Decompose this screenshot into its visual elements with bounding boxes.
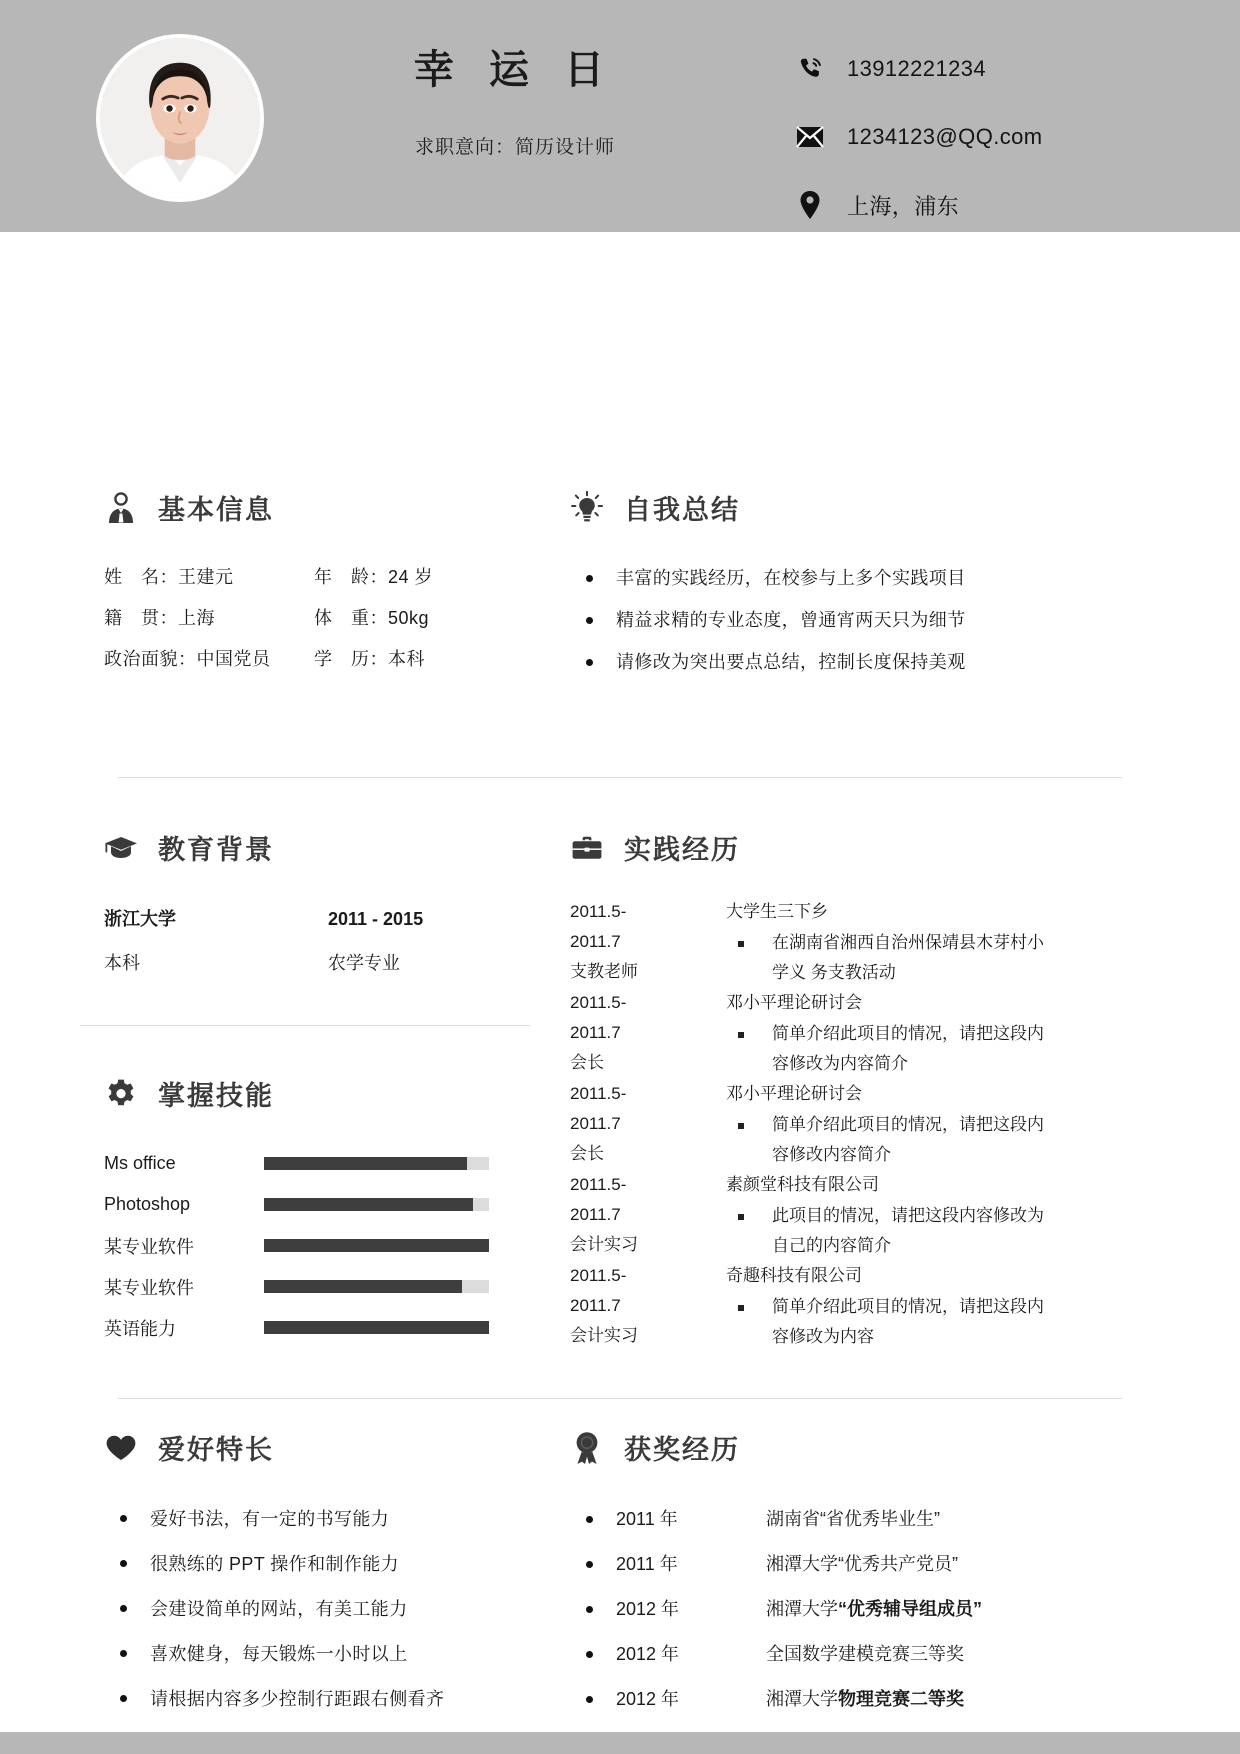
experience-date: [570, 1261, 726, 1352]
field-name: 姓 名：王建元: [104, 567, 234, 587]
list-item: [570, 1497, 1050, 1542]
field-hometown: 籍 贯：上海: [104, 608, 215, 628]
name-block: [300, 46, 730, 159]
education-title-row: [104, 828, 534, 867]
experience-role: 会长: [570, 1053, 604, 1072]
experience-date: [570, 988, 726, 1079]
experience-body: [726, 1170, 1050, 1261]
education-rows: [104, 897, 534, 985]
list-item: 精益求精的专业态度，曾通宵两天只为细节: [570, 599, 1040, 641]
award-text: [766, 1677, 1050, 1722]
self-summary-list: [570, 557, 1040, 683]
job-intent: 求职意向：简历设计师: [414, 137, 615, 158]
experience-item: [570, 1170, 1050, 1261]
experience-date: [570, 897, 726, 988]
graduation-cap-icon: [104, 831, 138, 865]
skill-label: 某专业软件: [104, 1236, 194, 1257]
gear-icon: [104, 1077, 138, 1111]
list-item: 很熟练的 PPT 操作和制作能力: [104, 1542, 574, 1587]
list-item: 请根据内容多少控制行距跟右侧看齐: [104, 1677, 574, 1722]
experience-item: [570, 1261, 1050, 1352]
divider-left-middle: [80, 1025, 530, 1026]
hobbies-title-row: [104, 1428, 574, 1467]
contact-list: [795, 46, 1042, 228]
resume-header: [0, 0, 1240, 232]
field-political-status: 政治面貌：中国党员: [104, 649, 271, 669]
experience-item: [570, 988, 1050, 1079]
skill-bar-fill: [264, 1321, 489, 1334]
experience-date-line: 2011.5-: [570, 1266, 627, 1285]
award-text: 湖南省“省优秀毕业生”: [766, 1509, 940, 1529]
phone-number: 13912221234: [847, 56, 986, 81]
experience-item: [570, 897, 1050, 988]
experience-date-line: 2011.7: [570, 1023, 621, 1042]
experience-detail: 简单介绍此项目的情况，请把这段内容修改为内容简介: [726, 1019, 1050, 1079]
field-weight: 体 重：50kg: [314, 608, 430, 628]
self-summary-title-row: [570, 488, 1040, 527]
table-row: [104, 897, 534, 941]
skill-bar-track: [264, 1198, 489, 1211]
experience-date: [570, 1079, 726, 1170]
person-tie-icon: [104, 491, 138, 525]
briefcase-icon: [570, 831, 604, 865]
section-skills: [104, 1074, 534, 1348]
skill-item: [104, 1184, 534, 1225]
experience-list: [570, 897, 1050, 1352]
awards-list: [570, 1497, 1050, 1754]
list-item: [570, 1542, 1050, 1587]
section-basic-info: [104, 488, 524, 680]
award-year: 2011 年: [616, 1554, 678, 1574]
education-school: 浙江大学: [104, 909, 176, 929]
location-text: 上海，浦东: [847, 193, 960, 219]
experience-body: [726, 897, 1050, 988]
experience-org: 大学生三下乡: [726, 902, 828, 921]
section-experience: [570, 828, 1050, 1352]
award-text-plain: 湘潭大学: [766, 1599, 838, 1619]
awards-title-row: [570, 1428, 1050, 1467]
experience-date-line: 2011.5-: [570, 902, 627, 921]
education-period: 2011 - 2015: [328, 909, 424, 929]
skill-bar-track: [264, 1321, 489, 1334]
award-year: 2012 年: [616, 1689, 680, 1709]
heart-icon: [104, 1431, 138, 1465]
experience-item: [570, 1079, 1050, 1170]
section-hobbies: [104, 1428, 574, 1722]
skill-label: Photoshop: [104, 1194, 191, 1214]
skill-bar-fill: [264, 1239, 489, 1252]
experience-detail: 简单介绍此项目的情况，请把这段内容修改内容简介: [726, 1110, 1050, 1170]
experience-body: [726, 988, 1050, 1079]
skill-bar-track: [264, 1157, 489, 1170]
experience-role: 支教老师: [570, 962, 638, 981]
skill-bar-fill: [264, 1280, 462, 1293]
skill-bar-fill: [264, 1198, 473, 1211]
map-pin-icon: [795, 190, 825, 220]
award-medal-icon: [570, 1431, 604, 1465]
section-self-summary: [570, 488, 1040, 683]
footer-bar: [0, 1732, 1240, 1754]
experience-detail: 简单介绍此项目的情况，请把这段内容修改为内容: [726, 1292, 1050, 1352]
skill-bar-track: [264, 1239, 489, 1252]
experience-body: [726, 1079, 1050, 1170]
section-education: [104, 828, 534, 985]
skills-title: 掌握技能: [158, 1081, 274, 1111]
experience-date-line: 2011.5-: [570, 1084, 627, 1103]
lightbulb-icon: [570, 491, 604, 525]
education-degree: 本科: [104, 953, 140, 973]
experience-date-line: 2011.7: [570, 1296, 621, 1315]
award-year: 2012 年: [616, 1644, 680, 1664]
skill-item: [104, 1307, 534, 1348]
list-item: [570, 1587, 1050, 1632]
experience-date-line: 2011.7: [570, 932, 621, 951]
experience-detail: 此项目的情况，请把这段内容修改为自己的内容简介: [726, 1201, 1050, 1261]
contact-location-row[interactable]: [795, 182, 1042, 228]
experience-org: 邓小平理论研讨会: [726, 993, 862, 1012]
contact-email-row[interactable]: [795, 114, 1042, 160]
award-text: 全国数学建模竞赛三等奖: [766, 1644, 964, 1664]
section-awards: [570, 1428, 1050, 1754]
experience-date: [570, 1170, 726, 1261]
award-text-bold: “优秀辅导组成员”: [838, 1599, 982, 1619]
field-age: 年 龄：24 岁: [314, 567, 434, 587]
experience-org: 邓小平理论研讨会: [726, 1084, 862, 1103]
award-text-plain: 湘潭大学: [766, 1689, 838, 1709]
award-year: 2011 年: [616, 1509, 678, 1529]
list-item: 喜欢健身，每天锻炼一小时以上: [104, 1632, 574, 1677]
contact-phone-row[interactable]: [795, 46, 1042, 92]
basic-info-fields: [104, 557, 524, 680]
experience-detail: 在湖南省湘西自治州保靖县木芽村小学义 务支教活动: [726, 928, 1050, 988]
list-item: [570, 1677, 1050, 1722]
experience-org: 素颜堂科技有限公司: [726, 1175, 879, 1194]
award-text: 湘潭大学“优秀共产党员”: [766, 1554, 958, 1574]
award-text: [766, 1587, 1050, 1632]
awards-title: 获奖经历: [624, 1435, 740, 1465]
skill-bar-fill: [264, 1157, 467, 1170]
skills-title-row: [104, 1074, 534, 1113]
skills-list: [104, 1143, 534, 1348]
skill-label: 英语能力: [104, 1318, 176, 1339]
basic-info-title-row: [104, 488, 524, 527]
experience-org: 奇趣科技有限公司: [726, 1266, 862, 1285]
skill-bar-track: [264, 1280, 489, 1293]
experience-title: 实践经历: [624, 835, 740, 865]
hobbies-title: 爱好特长: [158, 1435, 274, 1465]
experience-role: 会长: [570, 1144, 604, 1163]
field-degree: 学 历：本科: [314, 649, 425, 669]
list-item: 会建设简单的网站，有美工能力: [104, 1587, 574, 1632]
experience-role: 会计实习: [570, 1235, 638, 1254]
self-summary-title: 自我总结: [624, 495, 740, 525]
experience-date-line: 2011.5-: [570, 993, 627, 1012]
row-basic-summary: [0, 488, 1240, 778]
skill-item: [104, 1266, 534, 1307]
table-row: [104, 941, 534, 985]
award-text-bold: 物理竞赛二等奖: [838, 1689, 964, 1709]
experience-date-line: 2011.5-: [570, 1175, 627, 1194]
experience-body: [726, 1261, 1050, 1352]
education-title: 教育背景: [158, 835, 274, 865]
skill-label: 某专业软件: [104, 1277, 194, 1298]
phone-icon: [795, 54, 825, 84]
experience-date-line: 2011.7: [570, 1114, 621, 1133]
education-major: 农学专业: [328, 953, 400, 973]
skill-item: [104, 1225, 534, 1266]
experience-role: 会计实习: [570, 1326, 638, 1345]
list-item: [570, 1632, 1050, 1677]
skill-label: Ms office: [104, 1153, 176, 1173]
envelope-icon: [795, 122, 825, 152]
list-item: 丰富的实践经历，在校参与上多个实践项目: [570, 557, 1040, 599]
hobbies-list: [104, 1497, 574, 1722]
avatar: [96, 34, 264, 202]
divider-bottom: [118, 1398, 1122, 1399]
divider-top: [118, 777, 1122, 778]
experience-date-line: 2011.7: [570, 1205, 621, 1224]
experience-title-row: [570, 828, 1050, 867]
skill-item: [104, 1143, 534, 1184]
basic-info-title: 基本信息: [158, 495, 274, 525]
email-address: 1234123@QQ.com: [847, 124, 1043, 149]
list-item: 爱好书法，有一定的书写能力: [104, 1497, 574, 1542]
list-item: 请修改为突出要点总结，控制长度保持美观: [570, 641, 1040, 683]
page-title: 幸 运 日: [413, 48, 617, 92]
award-year: 2012 年: [616, 1599, 680, 1619]
